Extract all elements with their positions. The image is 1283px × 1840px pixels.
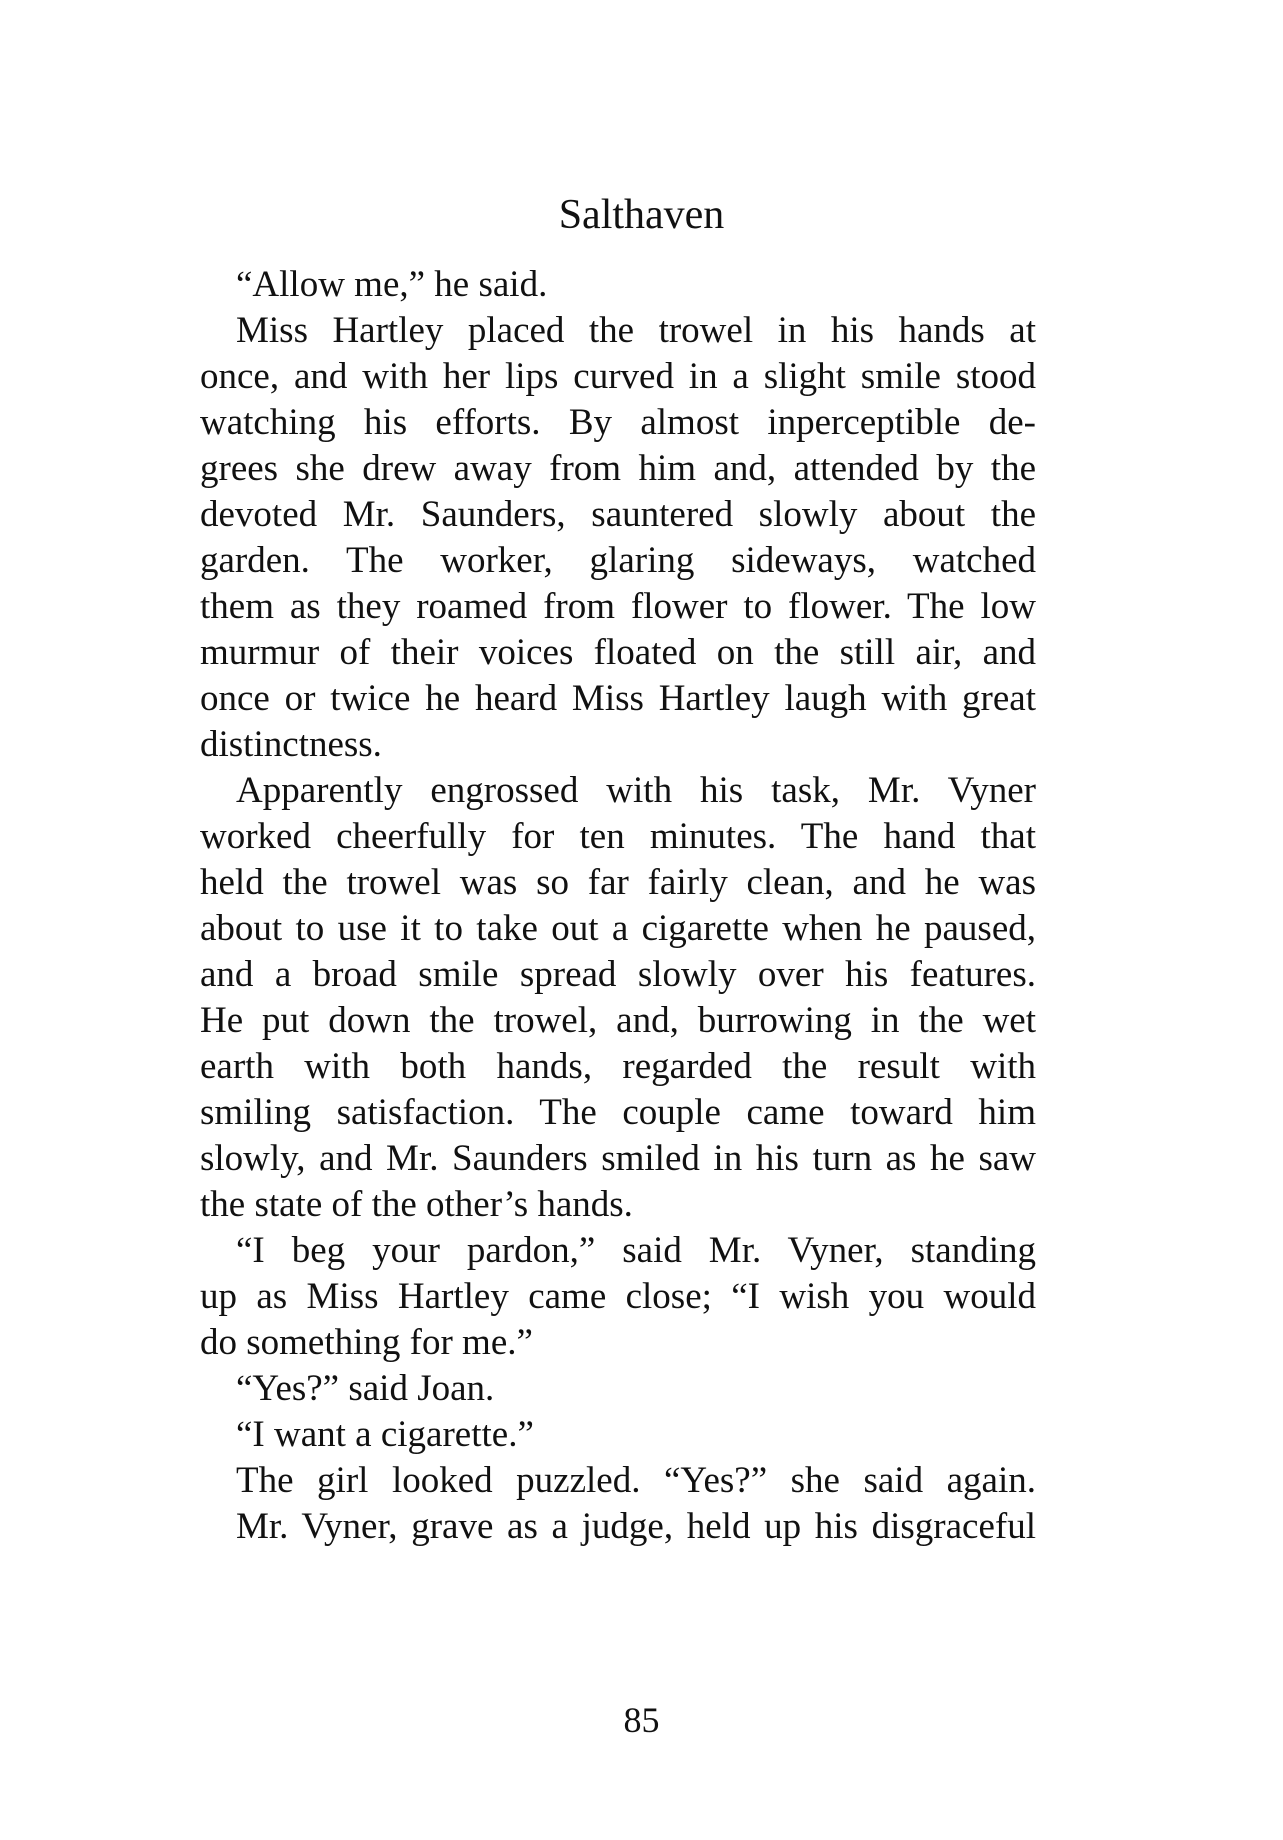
text-line: and a broad smile spread slowly over his features. [200,954,1036,995]
text-line: the state of the other’s hands. [200,1184,633,1225]
text-line: slowly, and Mr. Saunders smiled in his turn as he saw [200,1138,1036,1179]
text-line: devoted Mr. Saunders, sauntered slowly about the [200,494,1036,535]
text-line: The girl looked puzzled. “Yes?” she said again. [236,1460,1036,1501]
text-line: them as they roamed from flower to flower. The low [200,586,1036,627]
text-line: do something for me.” [200,1322,533,1363]
text-line: distinctness. [200,724,382,765]
text-line: Mr. Vyner, grave as a judge, held up his disgraceful [236,1506,1036,1547]
text-line: watching his efforts. By almost inperceptible de- [200,402,1036,443]
text-line: “Allow me,” he said. [236,264,548,305]
text-line: garden. The worker, glaring sideways, watched [200,540,1036,581]
text-line: once, and with her lips curved in a slight smile stood [200,356,1036,397]
text-line: smiling satisfaction. The couple came toward him [200,1092,1036,1133]
body-text [200,262,1036,1550]
text-line: worked cheerfully for ten minutes. The hand that [200,816,1036,857]
text-line: “Yes?” said Joan. [236,1368,495,1409]
text-line: “I beg your pardon,” said Mr. Vyner, standing [236,1230,1036,1271]
text-line: “I want a cigarette.” [236,1414,534,1455]
text-line: Miss Hartley placed the trowel in his hands at [236,310,1036,351]
text-line: up as Miss Hartley came close; “I wish you would [200,1276,1036,1317]
running-head: Salthaven [558,192,725,238]
text-line: about to use it to take out a cigarette when he paused, [200,908,1036,949]
text-line: once or twice he heard Miss Hartley laugh with great [200,678,1036,719]
text-line: earth with both hands, regarded the result with [200,1046,1036,1087]
page-number: 85 [623,1700,660,1740]
text-line: murmur of their voices floated on the still air, and [200,632,1036,673]
text-line: He put down the trowel, and, burrowing in the wet [200,1000,1036,1041]
text-line: grees she drew away from him and, attended by the [200,448,1036,489]
text-line: Apparently engrossed with his task, Mr. Vyner [236,770,1036,811]
text-line: held the trowel was so far fairly clean, and he was [200,862,1036,903]
